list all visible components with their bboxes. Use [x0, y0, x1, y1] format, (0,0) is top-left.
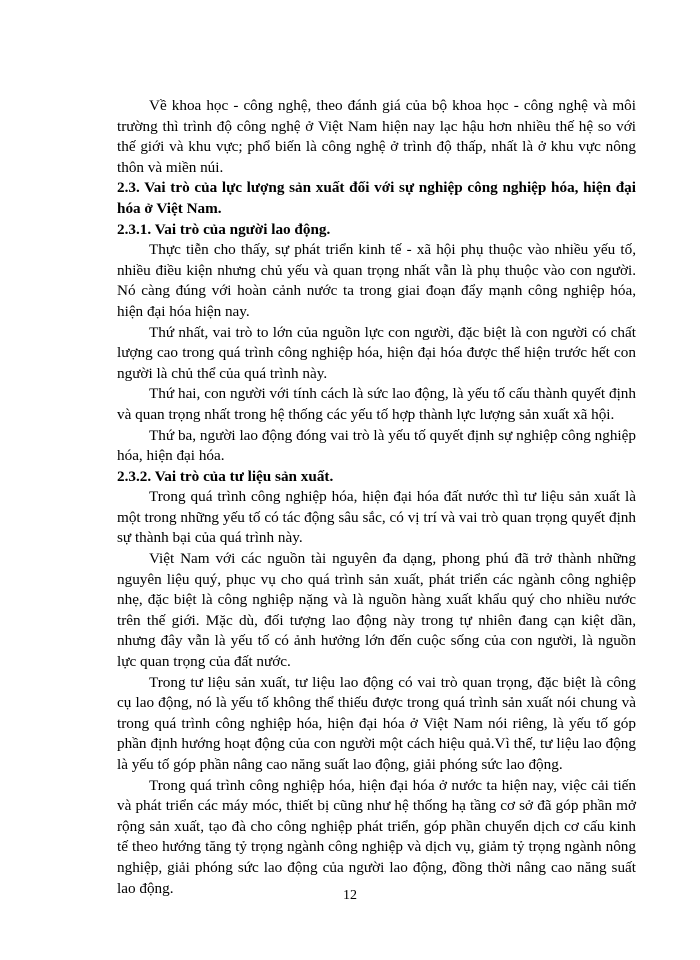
- section-heading-2-3: 2.3. Vai trò của lực lượng sản xuất đối với sự nghiệp công nghiệp hóa, hiện đại hóa ở Việt Nam.: [117, 179, 636, 217]
- page-number: 12: [343, 888, 357, 903]
- paragraph-machinery: Trong quá trình công nghiệp hóa, hiện đại hóa ở nước ta hiện nay, việc cải tiến và phát triển các máy móc, thiết bị cũng như hệ thống hạ tầng cơ sở đã góp phần mở rộng sản xuất, tạo đà cho công nghiệp phát triển, góp phần chuyển dịch cơ cấu kinh tế theo hướng tăng tỷ trọng ngành công nghiệp và dịch vụ, giảm tỷ trọng ngành nông nghiệp, giải phóng sức lao động của người lao động, đồng thời nâng cao năng suất lao động.: [117, 776, 636, 897]
- paragraph-third: Thứ ba, người lao động đóng vai trò là yếu tố quyết định sự nghiệp công nghiệp hóa, hiện đại hóa.: [117, 426, 636, 465]
- paragraph-practice: Thực tiễn cho thấy, sự phát triển kinh tế - xã hội phụ thuộc vào nhiều yếu tố, nhiều điều kiện nhưng chủ yếu và quan trọng nhất vẫn là phụ thuộc vào con người. Nó càng đúng với hoàn cảnh nước ta trong giai đoạn đẩy mạnh công nghiệp hóa, hiện đại hóa hiện nay.: [117, 241, 636, 320]
- paragraph-means-of-production: Trong quá trình công nghiệp hóa, hiện đại hóa đất nước thì tư liệu sản xuất là một trong những yếu tố có tác động sâu sắc, có vị trí và vai trò quan trọng quyết định sự thành bại của quá trình này.: [117, 488, 636, 547]
- paragraph-first: Thứ nhất, vai trò to lớn của nguồn lực con người, đặc biệt là con người có chất lượng cao trong quá trình công nghiệp hóa, hiện đại hóa được thể hiện trước hết con người là chủ thể của quá trình này.: [117, 323, 636, 382]
- paragraph-technology-level: Về khoa học - công nghệ, theo đánh giá của bộ khoa học - công nghệ và môi trường thì trình độ công nghệ ở Việt Nam hiện nay lạc hậu hơn nhiều thế hệ so với thế giới và khu vực; phổ biến là công nghệ ở trình độ thấp, nhất là ở khu vực nông thôn và miền núi.: [117, 97, 636, 176]
- subsection-heading-2-3-2: 2.3.2. Vai trò của tư liệu sản xuất.: [117, 467, 334, 485]
- paragraph-labor-tools: Trong tư liệu sản xuất, tư liệu lao động có vai trò quan trọng, đặc biệt là công cụ lao động, nó là yếu tố không thể thiếu được trong quá trình sản xuất nói chung và trong quá trình công nghiệp hóa, hiện đại hóa ở Việt Nam nói riêng, là yếu tố góp phần định hướng hoạt động của con người một cách hiệu quả.Vì thế, tư liệu lao động là yếu tố góp phần nâng cao năng suất lao động, giải phóng sức lao động.: [117, 673, 636, 773]
- subsection-heading-2-3-1: 2.3.1. Vai trò của người lao động.: [117, 220, 331, 238]
- paragraph-resources: Việt Nam với các nguồn tài nguyên đa dạng, phong phú đã trở thành những nguyên liệu quý, phục vụ cho quá trình sản xuất, phát triển các ngành công nghiệp nhẹ, đặc biệt là công nghiệp nặng và là nguồn hàng xuất khẩu quý cho nhiều nước trên thế giới. Mặc dù, đối tượng lao động này trong tự nhiên đang cạn kiệt dần, nhưng đây vẫn là yếu tố có ảnh hưởng lớn đến cuộc sống của con người, là nguồn lực quan trọng của đất nước.: [117, 550, 636, 671]
- paragraph-second: Thứ hai, con người với tính cách là sức lao động, là yếu tố cấu thành quyết định và quan trọng nhất trong hệ thống các yếu tố hợp thành lực lượng sản xuất xã hội.: [117, 385, 636, 423]
